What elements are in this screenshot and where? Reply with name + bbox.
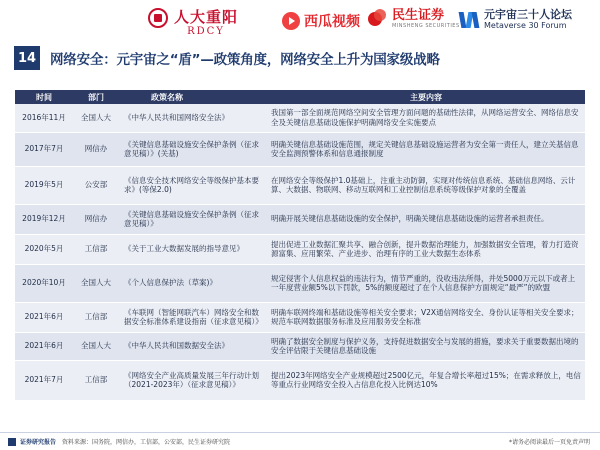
table-header-row (15, 90, 585, 104)
row-dept: 全国人大 (73, 104, 119, 132)
row-date: 2016年11月 (15, 104, 73, 132)
row-dept: 公安部 (73, 166, 119, 204)
footer-brand: 证券研究报告 (20, 439, 57, 446)
policy-table (15, 90, 585, 401)
minsheng-logo-sub: MINSHENG SECURITIES (392, 23, 460, 29)
table-row (15, 264, 585, 302)
row-dept: 工信部 (73, 360, 119, 400)
footer-disclaimer: *请务必阅读最后一页免责声明 (508, 439, 590, 446)
row-policy-name: 《信息安全技术网络安全等级保护基本要求》(等保2.0) (119, 166, 267, 204)
table-row (15, 204, 585, 234)
logo-bar (0, 0, 600, 42)
rdcy-logo-name: 人大重阳 (173, 8, 238, 26)
row-content: 提出2023年网络安全产业规模超过2500亿元，年复合增长率超过15%；在需求释放上，电信等重点行业网络安全投入占信息化投入比例达10% (267, 360, 585, 400)
xigua-logo (282, 11, 360, 31)
metaverse-forum-logo (459, 8, 572, 31)
minsheng-mark-icon (368, 9, 388, 29)
row-dept: 工信部 (73, 234, 119, 264)
table-row (15, 166, 585, 204)
row-content: 明确了数据安全制度与保护义务，支持促进数据安全与发展的措施，要求关于重要数据出境的安全评估限于关键信息基础设施 (267, 332, 585, 360)
row-dept: 全国人大 (73, 264, 119, 302)
header-content: 主要内容 (267, 90, 585, 104)
page-footer (0, 432, 600, 450)
row-date: 2021年6月 (15, 302, 73, 332)
row-policy-name: 《关键信息基础设施安全保护条例（征求意见稿）》 (119, 204, 267, 234)
slide-title-text: 网络安全：元宇宙之“盾”—政策角度，网络安全上升为国家级战略 (50, 52, 440, 68)
xigua-logo-name: 西瓜视频 (304, 14, 360, 30)
metaverse-forum-name: 元宇宙三十人论坛 (484, 8, 572, 21)
minsheng-logo-name: 民生证券 (392, 8, 445, 23)
row-date: 2019年12月 (15, 204, 73, 234)
table-row (15, 234, 585, 264)
row-dept: 工信部 (73, 302, 119, 332)
row-dept: 全国人大 (73, 332, 119, 360)
row-policy-name: 《车联网（智能网联汽车）网络安全和数据安全标准体系建设指南（征求意见稿）》 (119, 302, 267, 332)
row-policy-name: 《中华人民共和国数据安全法》 (119, 332, 267, 360)
row-content: 明确关键信息基础设施范围，规定关键信息基础设施运营者为安全第一责任人，建立关基信息安全监测预警体系和信息通报制度 (267, 132, 585, 166)
slide-title (14, 46, 594, 70)
header-date: 时间 (15, 90, 73, 104)
minsheng-logo (368, 9, 460, 29)
rdcy-logo (170, 6, 242, 37)
header-dept: 部门 (73, 90, 119, 104)
rdcy-logo-sub: RDCY (187, 26, 225, 37)
metaverse-m-icon (459, 10, 479, 30)
row-content: 明确车联网终端和基础设施等相关安全要求；V2X通信网络安全、身份认证等相关安全要求；规范车联网数据服务标准及应用服务安全标准 (267, 302, 585, 332)
row-content: 在网络安全等级保护1.0基础上，注重主动防御，实现对传统信息系统、基础信息网络、云计算、大数据、物联网、移动互联网和工业控制信息系统等级保护对象的全覆盖 (267, 166, 585, 204)
table-row (15, 360, 585, 400)
row-date: 2019年5月 (15, 166, 73, 204)
row-content: 明确开展关键信息基础设施的安全保护，明确关键信息基础设施的运营者承担责任。 (267, 204, 585, 234)
row-content: 规定侵害个人信息权益的违法行为，情节严重的，没收违法所得，并处5000万元以下或者上一年度营业额5%以下罚款，5%的额度超过了在个人信息保护方面规定“最严”的欧盟 (267, 264, 585, 302)
row-policy-name: 《个人信息保护法（草案)》 (119, 264, 267, 302)
row-policy-name: 《网络安全产业高质量发展三年行动计划（2021-2023年）（征求意见稿）》 (119, 360, 267, 400)
row-content: 我国第一部全面规范网络空间安全管理方面问题的基础性法律，从网络运营安全、网络信息安全及关键信息基础设施保护明确网络安全实施要点 (267, 104, 585, 132)
row-content: 提出促进工业数据汇聚共享、融合创新，提升数据治理能力，加强数据安全管理，着力打造资源富集、应用繁荣、产业进步、治理有序的工业大数据生态体系 (267, 234, 585, 264)
footer-source: 资料来源：国务院，网信办，工信部，公安部，民生证券研究院 (62, 439, 231, 446)
xigua-play-icon (282, 12, 300, 30)
row-date: 2020年10月 (15, 264, 73, 302)
row-date: 2020年5月 (15, 234, 73, 264)
row-policy-name: 《关于工业大数据发展的指导意见》 (119, 234, 267, 264)
header-policy-name: 政策名称 (119, 90, 267, 104)
row-date: 2021年6月 (15, 332, 73, 360)
row-date: 2021年7月 (15, 360, 73, 400)
row-dept: 网信办 (73, 132, 119, 166)
table-row (15, 132, 585, 166)
row-dept: 网信办 (73, 204, 119, 234)
table-row (15, 302, 585, 332)
table-row (15, 332, 585, 360)
report-book-icon (8, 438, 16, 446)
row-date: 2017年7月 (15, 132, 73, 166)
row-policy-name: 《中华人民共和国网络安全法》 (119, 104, 267, 132)
row-policy-name: 《关键信息基础设施安全保护条例（征求意见稿）》(关基) (119, 132, 267, 166)
slide-number-badge: 14 (14, 46, 40, 70)
metaverse-forum-sub: Metaverse 30 Forum (484, 21, 567, 30)
table-row (15, 104, 585, 132)
rdcy-seal-icon (148, 8, 168, 28)
